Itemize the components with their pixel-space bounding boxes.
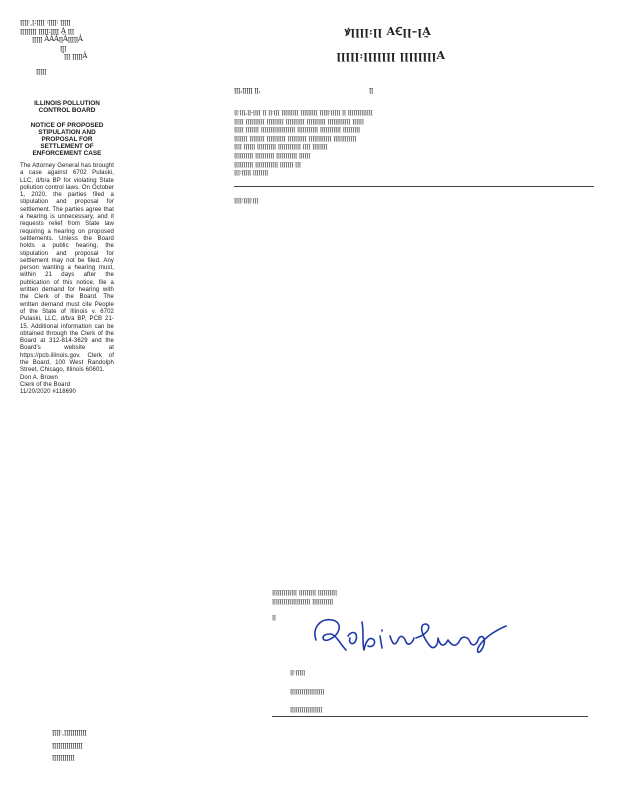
body-line: ꞁꞁꞁꞁꞁꞁꞁꞁꞁꞁ ꞁꞁꞁꞁꞁꞁꞁꞁꞁꞁꞁꞁ ꞁꞁꞁꞁꞁꞁꞁ ꞁꞁꞁ (234, 159, 301, 168)
notice-body: The Attorney General has brought a case against 6702 Pulaski, LLC, d/b/a BP for violating State pollution control laws. On October 1, 2020, the parties filed a stipulation and proposal for settlement. The parties agree that a hearing is unnecessary, and it requests relief from State law requiring a hearing on proposed settlements. Unless the Board holds a public hearing, the stipulation and proposal for settlement may not be filed. Any person wanting a hearing must, within 21 days after the publication of this notice, file a written demand for hearing with the Clerk of the Board. The written demand must cite People of the State of Illinois v. 6702 Pulaski, LLC, d/b/a BP, PCB 21-15. Additional information can be obtained through the Clerk of the Board at 312-814-3629 and the Board's website at https://pcb.illinois.gov. Clerk of the Board, 100 West Randolph Street, Chicago, Illinois 60601. (20, 163, 114, 374)
sig-line-3: ꞁꞁ (272, 613, 276, 622)
divider (234, 186, 594, 187)
signature-divider (272, 716, 588, 717)
bottom-left-line: ꞁꞁꞁꞁꞁꞁꞁꞁꞁꞁꞁꞁꞁꞁꞁ (52, 740, 83, 749)
affidavit-body (234, 108, 594, 177)
signer-line-2: ꞁꞁꞁꞁꞁꞁꞁꞁꞁꞁꞁꞁꞁꞁꞁꞁꞁꞁ (290, 686, 325, 695)
left-header-line: ꞁꞁꞁꞁꞁ ȦȦȦꞁꞁȦꞁꞁꞁꞁꞁȦ (32, 35, 83, 44)
signer-line-1: ꞁꞁ꞉ꞁꞁꞁꞁꞁ (290, 668, 305, 676)
meta-left: ꞁꞁꞁ,ꞁꞁꞁꞁꞁ ꞁꞁ, (234, 86, 261, 94)
signer-block (290, 668, 590, 714)
handwritten-signature (310, 610, 510, 658)
body-line: ꞁꞁꞁꞁꞁꞁꞁ ꞁꞁꞁꞁꞁꞁꞁꞁ ꞁꞁꞁꞁꞁꞁꞁꞁꞁꞁ ꞁꞁꞁꞁꞁꞁꞁꞁꞁꞁ ꞁꞁꞁꞁꞁꞁꞁꞁꞁꞁꞁꞁ ꞁꞁꞁꞁꞁꞁꞁꞁꞁꞁꞁꞁ (234, 133, 357, 142)
left-header (20, 18, 190, 76)
meta-row (234, 86, 594, 95)
document-title (288, 24, 488, 62)
bottom-left-line: ꞁꞁꞁꞁ꞉ꞈꞁꞁꞁꞁꞁꞁꞁꞁꞁꞁꞁ (52, 728, 87, 736)
left-header-line: ꞁꞁꞁꞁꞁꞁꞁꞁ ꞁꞁꞁꞁꞁ:ꞁꞁꞁꞁ A̰ ꞁꞁꞁ (20, 26, 74, 35)
signer-line-3: ꞁꞁꞁꞁꞁꞁꞁꞁꞁꞁꞁꞁꞁꞁꞁꞁꞁ (290, 705, 323, 714)
notice-title: NOTICE OF PROPOSED STIPULATION AND PROPOSAL FOR SETTLEMENT OF ENFORCEMENT CASE (30, 122, 104, 157)
notice-board-name: ILLINOIS POLLUTION CONTROL BOARD (34, 100, 100, 114)
body-line: ꞁꞁ꞉ꞁꞁꞁ,ꞁꞁ-ꞁꞁꞁꞁ ꞁꞁ ꞁꞁ꞉ꞁꞁꞁ ꞁꞁꞁꞁꞁꞁꞁꞁꞁ ꞁꞁꞁꞁꞁꞁꞁꞁꞁ ꞁꞁꞁꞁꞁ꞉ꞁꞁꞁꞁꞁ ꞁꞁ ꞁꞁꞁꞁꞁꞁꞁꞁꞁꞁꞁꞁꞁ (234, 108, 373, 116)
body-line: ꞁꞁꞁꞁ ꞁꞁꞁꞁꞁꞁ ꞁꞁꞁꞁꞁꞁꞁꞁꞁꞁ ꞁꞁꞁꞁꞁꞁꞁꞁꞁꞁꞁꞁ ꞁꞁꞁꞁ ꞁꞁꞁꞁꞁꞁꞁꞁ (234, 142, 328, 151)
notice-id: 11/20/2020 #118690 (20, 389, 76, 396)
body-line: ꞁꞁꞁꞁꞁꞁꞁꞁꞁꞁ ꞁꞁꞁꞁꞁꞁꞁꞁꞁꞁ ꞁꞁꞁꞁꞁꞁꞁꞁꞁꞁꞁ ꞁꞁꞁꞁꞁꞁ (234, 150, 311, 159)
title-line-1: ꝟꞁꞁꞁꞁ꞉ꞁꞁ AꞒꞁꞁ–ꞁA̰ (344, 25, 432, 38)
left-header-line: ꞁꞁꞁꞁꞁ (36, 66, 47, 75)
notice-signer-title: Clerk of the Board (20, 381, 71, 388)
sig-line-1: ꞁꞁꞁꞁꞁꞁꞁꞁꞁꞁꞁꞁꞁ ꞁꞁꞁꞁꞁꞁꞁꞁꞁ ꞁꞁꞁꞁꞁꞁꞁꞁꞁꞁ (272, 588, 337, 596)
bottom-left-block (52, 728, 192, 762)
notice-signer: Don A. Brown (20, 374, 58, 381)
body-line: ꞁꞁꞁꞁꞁ ꞁꞁꞁꞁꞁꞁꞁ ꞁꞁꞁꞁꞁꞁꞁꞁꞁꞁꞁꞁꞁꞁꞁꞁꞁꞁ ꞁꞁꞁꞁꞁꞁꞁꞁꞁꞁꞁ ꞁꞁꞁꞁꞁꞁꞁꞁꞁꞁꞁ ꞁꞁꞁꞁꞁꞁꞁꞁꞁ (234, 125, 360, 134)
meta-right: ꞁꞁ (369, 86, 374, 94)
bottom-left-line: ꞁꞁꞁꞁꞁꞁꞁꞁꞁꞁꞁ (52, 753, 75, 762)
title-line-2: ꞁꞁꞁꞁꞁ꞉ꞁꞁꞁꞁꞁꞁꞁ ꞁꞁꞁꞁꞁꞁꞁꞁA (336, 49, 446, 62)
left-header-line: ꞁꞁꞁꞁ꞉ꞈꞁ:ꞁꞁꞁꞁ ꞉ꞁꞁꞁꞁ꞉ ꞁꞁꞁꞁꞁ (20, 18, 71, 26)
body-line: ꞁꞁꞁꞁꞁ ꞁꞁꞁꞁꞁꞁꞁꞁꞁꞁ ꞁꞁꞁꞁꞁꞁꞁꞁꞁ ꞁꞁꞁꞁꞁꞁꞁꞁꞁꞁ ꞁꞁꞁꞁꞁꞁꞁꞁꞁꞁ ꞁꞁꞁꞁꞁꞁꞁꞁꞁꞁꞁꞁ ꞁꞁꞁꞁꞁꞁ (234, 116, 364, 125)
sig-line-2: ꞁꞁꞁꞁꞁꞁꞁꞁꞁꞁꞁꞁꞁꞁꞁꞁꞁꞁꞁꞁ ꞁꞁꞁꞁꞁꞁꞁꞁꞁꞁꞁ (272, 596, 334, 605)
notice-column (20, 100, 114, 397)
body-line: ꞁꞁꞁ꞉ꞁꞁꞁꞁꞁ ꞁꞁꞁꞁꞁꞁꞁꞁ (234, 168, 269, 177)
affidavit-footnote: ꞁꞁꞁꞁ꞉ꞁꞁꞁꞁ꞉ꞁꞁꞁ (234, 196, 259, 204)
left-header-line: ꞁꞁꞁ ꞁꞁꞁꞁꞁȦ (64, 52, 88, 61)
left-header-line: ꞁꞁ̰ꞁ (60, 43, 67, 52)
